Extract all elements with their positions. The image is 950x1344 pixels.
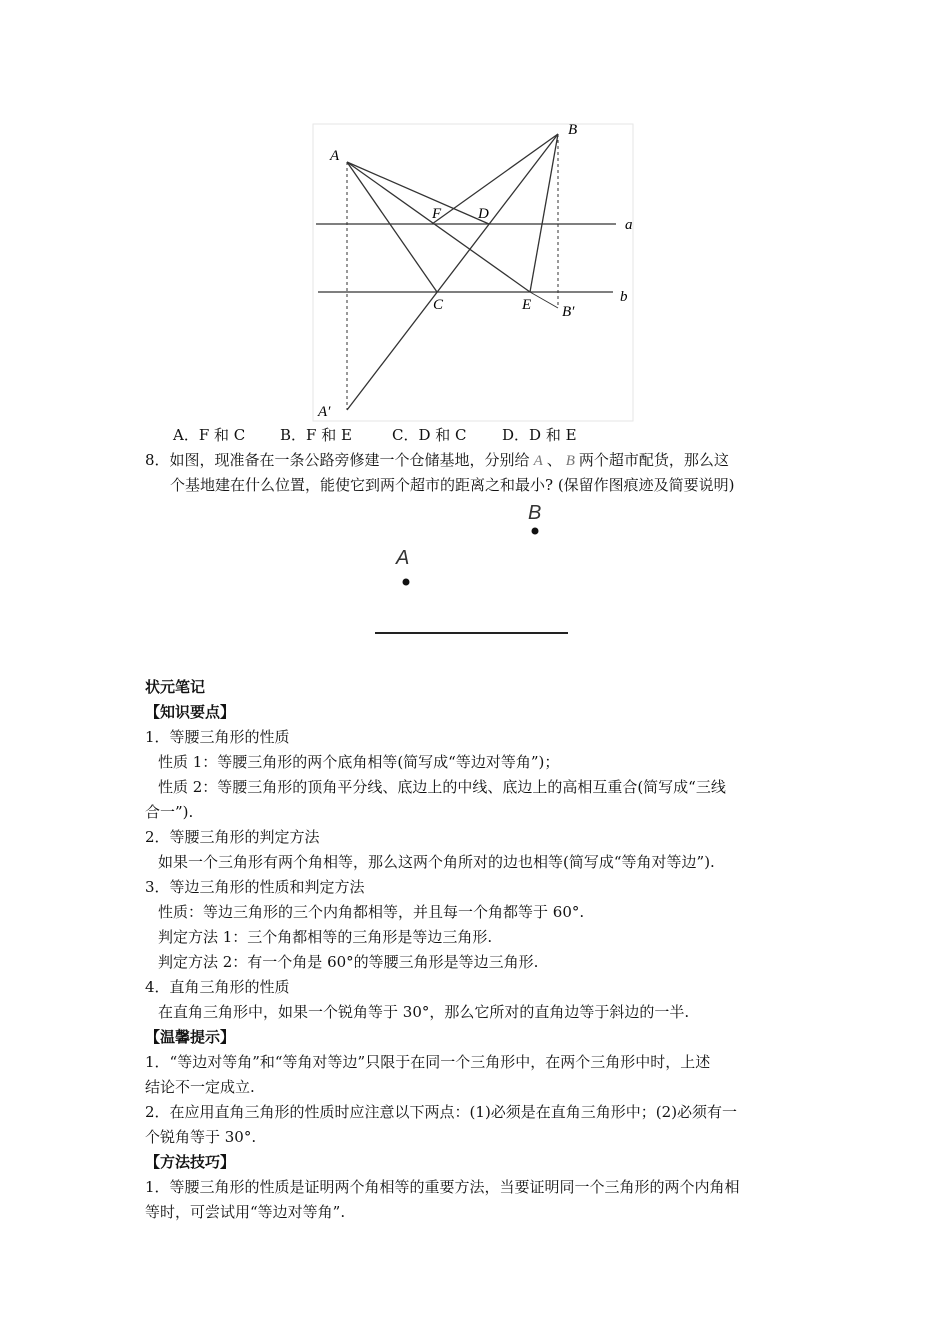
- label-Aprime: A′: [318, 404, 331, 420]
- notes-line: 在直角三角形中，如果一个锐角等于 30°，那么它所对的直角边等于斜边的一半.: [158, 1003, 690, 1021]
- point-b-dot: [532, 528, 539, 535]
- q8-text-post: 两个超市配货，那么这: [578, 451, 729, 469]
- notes-line: 判定方法 1：三个角都相等的三角形是等边三角形.: [158, 928, 493, 946]
- label-F: F: [432, 206, 442, 222]
- q8-text-pre: 如图，现准备在一条公路旁修建一个仓储基地，分别给: [169, 451, 530, 469]
- q8-point-b: B: [565, 453, 575, 469]
- q7-option-c: C．D 和 C: [392, 426, 467, 444]
- notes-line: 个锐角等于 30°.: [145, 1128, 257, 1146]
- segment-BE: [530, 134, 558, 292]
- notes-line: 判定方法 2：有一个角是 60°的等腰三角形是等边三角形.: [158, 953, 539, 971]
- section-heading-tips: 【温馨提示】: [145, 1028, 236, 1046]
- notes-line: 性质 1：等腰三角形的两个底角相等(简写成“等边对等角”)；: [158, 753, 560, 771]
- label-D: D: [478, 206, 489, 222]
- label-B: B: [568, 122, 578, 138]
- notes-line: 4．直角三角形的性质: [145, 978, 290, 996]
- notes-title: 状元笔记: [145, 678, 206, 696]
- segment-BF: [432, 134, 558, 224]
- notes-line: 2．等腰三角形的判定方法: [145, 828, 320, 846]
- segment-EBp: [530, 292, 558, 308]
- q8-line-2: 个基地建在什么位置，能使它到两个超市的距离之和最小? (保留作图痕迹及简要说明): [170, 476, 735, 494]
- q8-point-a: A: [533, 453, 543, 469]
- notes-line: 2．在应用直角三角形的性质时应注意以下两点：(1)必须是在直角三角形中；(2)必须有一: [145, 1103, 738, 1121]
- q8-number: 8．: [145, 451, 170, 469]
- road-figure: [370, 500, 580, 640]
- q7-option-a: A．F 和 C: [173, 426, 246, 444]
- label-Bprime: B′: [562, 304, 575, 320]
- geometry-figure: [310, 120, 640, 425]
- q8-line-1: [145, 450, 729, 471]
- notes-line: 如果一个三角形有两个角相等，那么这两个角所对的边也相等(简写成“等角对等边”).: [158, 853, 715, 871]
- figure2-label-b: B: [528, 502, 542, 524]
- q7-option-b: B．F 和 E: [280, 426, 352, 444]
- notes-line: 1．等腰三角形的性质是证明两个角相等的重要方法，当要证明同一个三角形的两个内角相: [145, 1178, 740, 1196]
- label-b: b: [620, 289, 628, 305]
- notes-line: 1．“等边对等角”和“等角对等边”只限于在同一个三角形中，在两个三角形中时，上述: [145, 1053, 711, 1071]
- q8-separator: 、: [546, 451, 562, 469]
- segment-AE: [347, 162, 530, 292]
- q7-option-d: D．D 和 E: [502, 426, 577, 444]
- notes-line: 性质 2：等腰三角形的顶角平分线、底边上的中线、底边上的高相互重合(简写成“三线: [158, 778, 726, 796]
- notes-line: 3．等边三角形的性质和判定方法: [145, 878, 365, 896]
- notes-line: 1．等腰三角形的性质: [145, 728, 290, 746]
- label-E: E: [522, 297, 532, 313]
- label-a: a: [625, 217, 633, 233]
- section-heading-knowledge: 【知识要点】: [145, 703, 236, 721]
- notes-line: 性质：等边三角形的三个内角都相等，并且每一个角都等于 60°.: [158, 903, 585, 921]
- label-C: C: [433, 297, 444, 313]
- notes-line: 等时，可尝试用“等边对等角”.: [145, 1203, 346, 1221]
- notes-line: 结论不一定成立.: [145, 1078, 255, 1096]
- point-a-dot: [403, 579, 410, 586]
- label-A: A: [330, 148, 340, 164]
- notes-line: 合一”).: [145, 803, 194, 821]
- section-heading-methods: 【方法技巧】: [145, 1153, 236, 1171]
- figure2-label-a: A: [396, 547, 410, 569]
